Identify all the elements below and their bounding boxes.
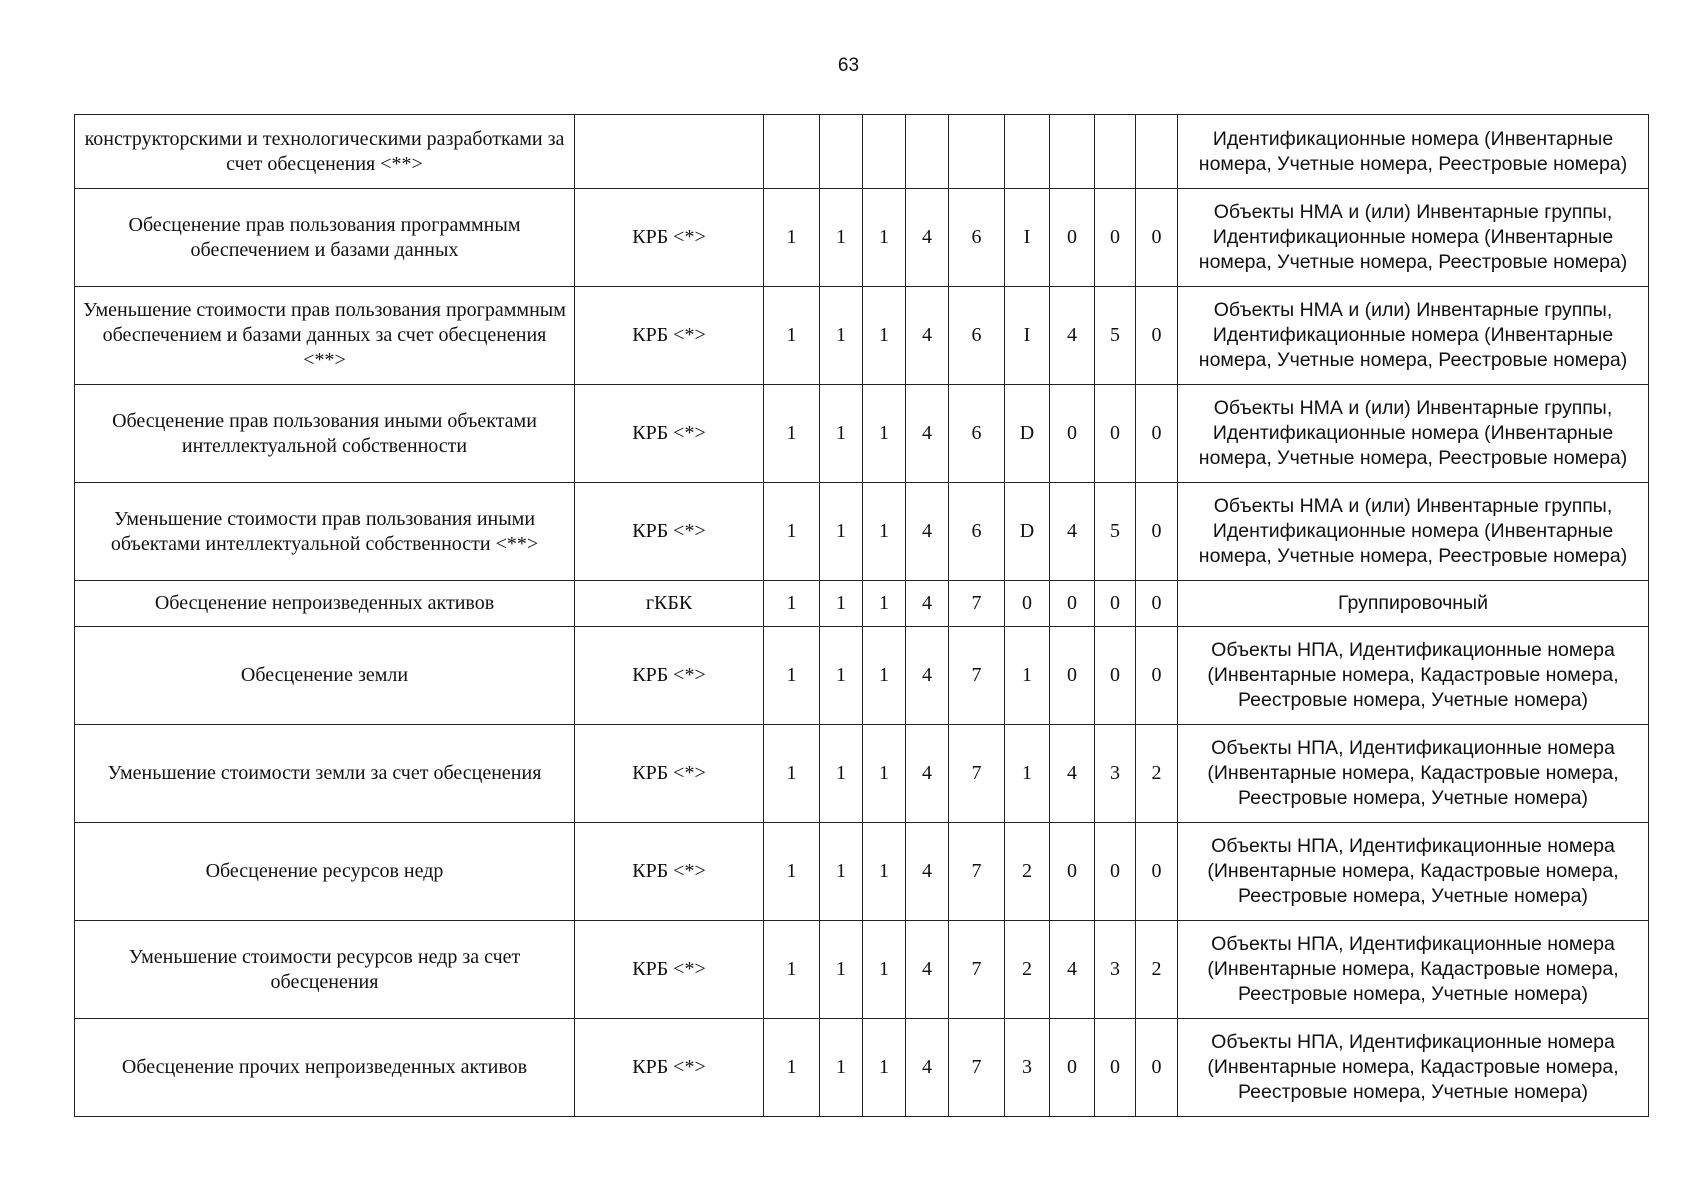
account-digit-cell: 1 — [764, 189, 820, 287]
account-name-cell: Уменьшение стоимости земли за счет обесценения — [75, 725, 575, 823]
account-digit-cell — [1050, 115, 1095, 189]
account-name-cell: Обесценение прав пользования иными объектами интеллектуальной собственности — [75, 385, 575, 483]
account-digit-cell: 4 — [906, 725, 949, 823]
account-digit-cell: 4 — [906, 189, 949, 287]
account-name-cell: Обесценение ресурсов недр — [75, 823, 575, 921]
account-digit-cell: 1 — [820, 483, 863, 581]
account-name-cell: Обесценение прочих непроизведенных активов — [75, 1019, 575, 1117]
account-digit-cell: 3 — [1005, 1019, 1050, 1117]
account-digit-cell: 0 — [1095, 627, 1136, 725]
account-digit-cell: 4 — [1050, 287, 1095, 385]
account-digit-cell: 6 — [949, 287, 1005, 385]
account-digit-cell: 1 — [764, 627, 820, 725]
account-digit-cell: 1 — [863, 921, 906, 1019]
table-row — [75, 823, 1649, 921]
analytics-cell: Объекты НМА и (или) Инвентарные группы, Идентификационные номера (Инвентарные номера, Учетные номера, Реестровые номера) — [1178, 189, 1649, 287]
account-digit-cell: 5 — [1095, 287, 1136, 385]
account-name-cell: Уменьшение стоимости прав пользования иными объектами интеллектуальной собственности <**> — [75, 483, 575, 581]
account-digit-cell: 0 — [1095, 581, 1136, 627]
account-digit-cell: 1 — [820, 581, 863, 627]
account-name-cell: Уменьшение стоимости ресурсов недр за счет обесценения — [75, 921, 575, 1019]
code-type-cell: КРБ <*> — [575, 287, 764, 385]
code-type-cell: КРБ <*> — [575, 385, 764, 483]
account-digit-cell: 1 — [1005, 725, 1050, 823]
account-digit-cell: 0 — [1050, 189, 1095, 287]
account-digit-cell: 0 — [1136, 581, 1178, 627]
account-name-cell: Уменьшение стоимости прав пользования программным обеспечением и базами данных за счет обесценения <**> — [75, 287, 575, 385]
account-digit-cell: 1 — [764, 483, 820, 581]
table-body — [75, 115, 1649, 1117]
account-digit-cell: 4 — [906, 287, 949, 385]
table-row — [75, 725, 1649, 823]
account-digit-cell: 0 — [1095, 1019, 1136, 1117]
analytics-cell: Объекты НПА, Идентификационные номера (Инвентарные номера, Кадастровые номера, Реестровые номера, Учетные номера) — [1178, 627, 1649, 725]
account-digit-cell: 1 — [820, 1019, 863, 1117]
account-digit-cell: 1 — [863, 823, 906, 921]
account-digit-cell: 1 — [863, 287, 906, 385]
account-digit-cell: 0 — [1136, 1019, 1178, 1117]
account-digit-cell: 1 — [863, 581, 906, 627]
account-digit-cell: 0 — [1050, 385, 1095, 483]
account-digit-cell: 4 — [906, 581, 949, 627]
account-digit-cell: 3 — [1095, 921, 1136, 1019]
account-name-cell: Обесценение непроизведенных активов — [75, 581, 575, 627]
table-row — [75, 287, 1649, 385]
analytics-cell: Объекты НПА, Идентификационные номера (Инвентарные номера, Кадастровые номера, Реестровые номера, Учетные номера) — [1178, 921, 1649, 1019]
code-type-cell: КРБ <*> — [575, 725, 764, 823]
account-digit-cell: 0 — [1136, 287, 1178, 385]
account-digit-cell: 0 — [1050, 823, 1095, 921]
account-digit-cell: 2 — [1136, 725, 1178, 823]
account-digit-cell: 4 — [1050, 725, 1095, 823]
account-digit-cell: 4 — [1050, 483, 1095, 581]
account-digit-cell: 1 — [820, 823, 863, 921]
code-type-cell: КРБ <*> — [575, 823, 764, 921]
account-digit-cell: 4 — [906, 921, 949, 1019]
account-digit-cell: 6 — [949, 189, 1005, 287]
account-digit-cell: 7 — [949, 823, 1005, 921]
account-digit-cell: 1 — [863, 1019, 906, 1117]
account-digit-cell: 2 — [1005, 921, 1050, 1019]
account-digit-cell: 2 — [1136, 921, 1178, 1019]
account-digit-cell: 1 — [764, 725, 820, 823]
table-row — [75, 115, 1649, 189]
account-digit-cell: 1 — [764, 385, 820, 483]
analytics-cell: Группировочный — [1178, 581, 1649, 627]
account-digit-cell: 3 — [1095, 725, 1136, 823]
account-digit-cell — [1005, 115, 1050, 189]
analytics-cell: Идентификационные номера (Инвентарные номера, Учетные номера, Реестровые номера) — [1178, 115, 1649, 189]
account-digit-cell: 1 — [863, 627, 906, 725]
account-digit-cell: 1 — [764, 287, 820, 385]
account-digit-cell: 4 — [1050, 921, 1095, 1019]
account-digit-cell: 1 — [820, 725, 863, 823]
code-type-cell: КРБ <*> — [575, 627, 764, 725]
account-digit-cell: 5 — [1095, 483, 1136, 581]
code-type-cell: КРБ <*> — [575, 921, 764, 1019]
account-name-cell: Обесценение земли — [75, 627, 575, 725]
account-digit-cell: 0 — [1050, 581, 1095, 627]
account-digit-cell: 7 — [949, 725, 1005, 823]
account-digit-cell: 0 — [1095, 385, 1136, 483]
analytics-cell: Объекты НПА, Идентификационные номера (Инвентарные номера, Кадастровые номера, Реестровые номера, Учетные номера) — [1178, 823, 1649, 921]
account-digit-cell: 4 — [906, 385, 949, 483]
account-digit-cell: 6 — [949, 483, 1005, 581]
account-digit-cell: 1 — [820, 385, 863, 483]
analytics-cell: Объекты НМА и (или) Инвентарные группы, Идентификационные номера (Инвентарные номера, Учетные номера, Реестровые номера) — [1178, 385, 1649, 483]
account-digit-cell: 1 — [764, 1019, 820, 1117]
table-row — [75, 385, 1649, 483]
code-type-cell — [575, 115, 764, 189]
accounts-table — [74, 114, 1649, 1117]
account-digit-cell: 7 — [949, 1019, 1005, 1117]
account-digit-cell: D — [1005, 483, 1050, 581]
account-digit-cell: 7 — [949, 581, 1005, 627]
account-digit-cell — [906, 115, 949, 189]
analytics-cell: Объекты НМА и (или) Инвентарные группы, Идентификационные номера (Инвентарные номера, Учетные номера, Реестровые номера) — [1178, 287, 1649, 385]
analytics-cell: Объекты НМА и (или) Инвентарные группы, Идентификационные номера (Инвентарные номера, Учетные номера, Реестровые номера) — [1178, 483, 1649, 581]
account-digit-cell: 1 — [764, 921, 820, 1019]
code-type-cell: КРБ <*> — [575, 1019, 764, 1117]
account-digit-cell: 1 — [764, 581, 820, 627]
account-digit-cell: 7 — [949, 627, 1005, 725]
account-digit-cell — [764, 115, 820, 189]
account-digit-cell: I — [1005, 189, 1050, 287]
account-digit-cell: 1 — [820, 189, 863, 287]
account-digit-cell — [1095, 115, 1136, 189]
analytics-cell: Объекты НПА, Идентификационные номера (Инвентарные номера, Кадастровые номера, Реестровые номера, Учетные номера) — [1178, 725, 1649, 823]
account-digit-cell: D — [1005, 385, 1050, 483]
table-row — [75, 1019, 1649, 1117]
account-digit-cell: 6 — [949, 385, 1005, 483]
account-digit-cell: 0 — [1136, 483, 1178, 581]
account-digit-cell: 0 — [1136, 189, 1178, 287]
account-digit-cell: I — [1005, 287, 1050, 385]
account-digit-cell: 1 — [863, 189, 906, 287]
account-digit-cell: 1 — [820, 287, 863, 385]
account-digit-cell: 4 — [906, 823, 949, 921]
account-digit-cell: 0 — [1095, 823, 1136, 921]
account-digit-cell — [863, 115, 906, 189]
table-row — [75, 627, 1649, 725]
page-number: 63 — [837, 55, 860, 76]
table-row — [75, 581, 1649, 627]
account-digit-cell: 2 — [1005, 823, 1050, 921]
account-digit-cell: 1 — [863, 483, 906, 581]
account-digit-cell: 1 — [1005, 627, 1050, 725]
account-name-cell: Обесценение прав пользования программным обеспечением и базами данных — [75, 189, 575, 287]
account-digit-cell: 0 — [1136, 385, 1178, 483]
account-digit-cell: 0 — [1050, 627, 1095, 725]
account-digit-cell: 4 — [906, 627, 949, 725]
account-digit-cell: 1 — [764, 823, 820, 921]
account-digit-cell: 0 — [1005, 581, 1050, 627]
code-type-cell: КРБ <*> — [575, 483, 764, 581]
account-digit-cell: 4 — [906, 1019, 949, 1117]
account-digit-cell — [820, 115, 863, 189]
account-digit-cell — [1136, 115, 1178, 189]
table-row — [75, 921, 1649, 1019]
code-type-cell: гКБК — [575, 581, 764, 627]
account-digit-cell: 0 — [1136, 823, 1178, 921]
table-row — [75, 483, 1649, 581]
analytics-cell: Объекты НПА, Идентификационные номера (Инвентарные номера, Кадастровые номера, Реестровые номера, Учетные номера) — [1178, 1019, 1649, 1117]
code-type-cell: КРБ <*> — [575, 189, 764, 287]
account-name-cell: конструкторскими и технологическими разработками за счет обесценения <**> — [75, 115, 575, 189]
account-digit-cell: 0 — [1136, 627, 1178, 725]
account-digit-cell: 0 — [1095, 189, 1136, 287]
table-row — [75, 189, 1649, 287]
account-digit-cell: 1 — [863, 385, 906, 483]
account-digit-cell — [949, 115, 1005, 189]
account-digit-cell: 1 — [820, 921, 863, 1019]
account-digit-cell: 0 — [1050, 1019, 1095, 1117]
account-digit-cell: 1 — [863, 725, 906, 823]
account-digit-cell: 4 — [906, 483, 949, 581]
account-digit-cell: 7 — [949, 921, 1005, 1019]
account-digit-cell: 1 — [820, 627, 863, 725]
